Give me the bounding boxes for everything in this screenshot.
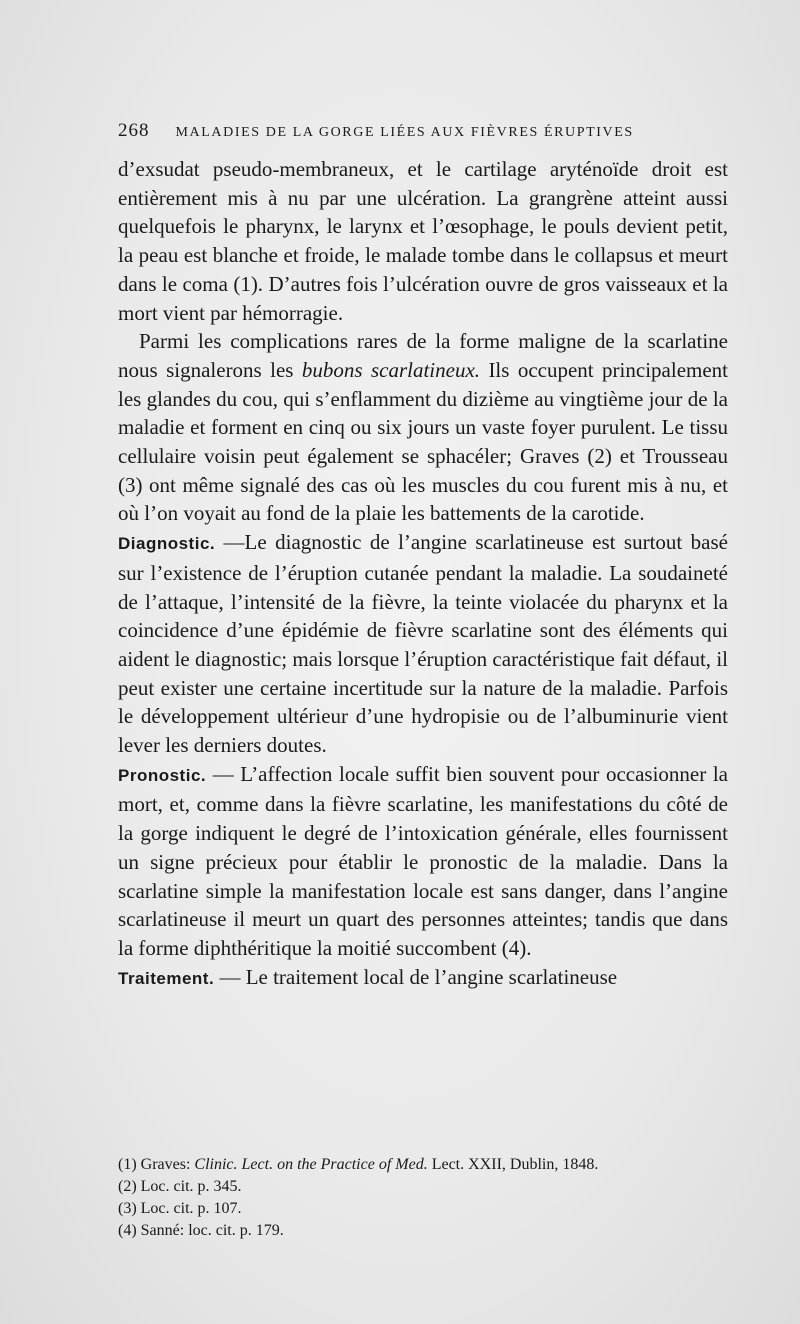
footnote-text: Lect. XXII, Dublin, 1848. bbox=[427, 1156, 599, 1173]
footnote-text: (4) Sanné: loc. cit. p. 179. bbox=[118, 1222, 284, 1239]
paragraph bbox=[118, 528, 728, 760]
footnote-text: (1) Graves: bbox=[118, 1156, 195, 1173]
paragraph-text: — Le traitement local de l’angine scarlatineuse bbox=[214, 964, 618, 989]
paragraph bbox=[118, 760, 728, 963]
footnote-text: (3) Loc. cit. p. 107. bbox=[118, 1200, 242, 1217]
emphasis-text: bubons scarlatineux. bbox=[301, 357, 481, 382]
running-head: MALADIES DE LA GORGE LIÉES AUX FIÈVRES ÉRUPTIVES bbox=[175, 125, 634, 140]
footnotes bbox=[118, 1154, 728, 1242]
footnote bbox=[118, 1198, 728, 1220]
footnote bbox=[118, 1176, 728, 1198]
paragraph-text: — L’affection locale suffit bien souvent pour occasionner la mort, et, comme dans la fièvre scarlatine, les manifestations du côté de la gorge indiquent le degré de l’intoxication générale, elles fournissent un signe précieux pour établir le pronostic de la maladie. Dans la scarlatine simple la manifestation locale est sans danger, dans l’angine scarlatineuse il meurt un quart des personnes atteintes; tandis que dans la forme diphthéritique la moitié succombent (4). bbox=[118, 761, 728, 960]
paragraph bbox=[118, 327, 728, 528]
page-header bbox=[118, 120, 728, 144]
paragraph-text: Ils occupent principalement les glandes du cou, qui s’enflamment du dizième au vingtième jour de la maladie et forment en cinq ou six jours un vaste foyer purulent. Le tissu cellulaire voisin peut également se sphacéler; Graves (2) et Trousseau (3) ont même signalé des cas où les muscles du cou furent mis à nu, et où l’on voyait au fond de la plaie les battements de la carotide. bbox=[118, 357, 729, 526]
paragraph bbox=[118, 155, 728, 327]
paragraph-text: —Le diagnostic de l’angine scarlatineuse est surtout basé sur l’existence de l’éruption cutanée pendant la maladie. La soudaineté de l’attaque, l’intensité de la fièvre, la teinte violacée du pharynx et la coincidence d’une épidémie de fièvre scarlatine sont des éléments qui aident le diagnostic; mais lorsque l’éruption caractéristique fait défaut, il peut exister une certaine incertitude sur la nature de la maladie. Parfois le développement ultérieur d’une hydropisie ou de l’albuminurie vient lever les derniers doutes. bbox=[118, 530, 728, 758]
page-number: 268 bbox=[118, 120, 150, 141]
footnote-text: (2) Loc. cit. p. 345. bbox=[118, 1178, 242, 1195]
paragraph-text: Parmi les complications rares de la forme maligne de la scarlatine nous signalerons les bbox=[118, 329, 728, 382]
paragraph bbox=[118, 963, 728, 994]
footnote bbox=[118, 1220, 728, 1242]
section-heading-pronostic: Pronostic. bbox=[118, 765, 207, 785]
paragraph-text: d’exsudat pseudo-membraneux, et le cartilage aryténoïde droit est entièrement mis à nu par une ulcération. La grangrène atteint aussi quelquefois le pharynx, le larynx et l’œsophage, le pouls devient petit, la peau est blanche et froide, le malade tombe dans le collapsus et meurt dans le coma (1). D’autres fois l’ulcération ouvre de gros vaisseaux et la mort vient par hémorragie. bbox=[118, 157, 728, 325]
footnote bbox=[118, 1154, 728, 1176]
footnote-emphasis: Clinic. Lect. on the Practice of Med. bbox=[194, 1156, 428, 1173]
main-text bbox=[118, 155, 728, 993]
section-heading-traitement: Traitement. bbox=[118, 968, 215, 988]
section-heading-diagnostic: Diagnostic. bbox=[118, 534, 216, 554]
